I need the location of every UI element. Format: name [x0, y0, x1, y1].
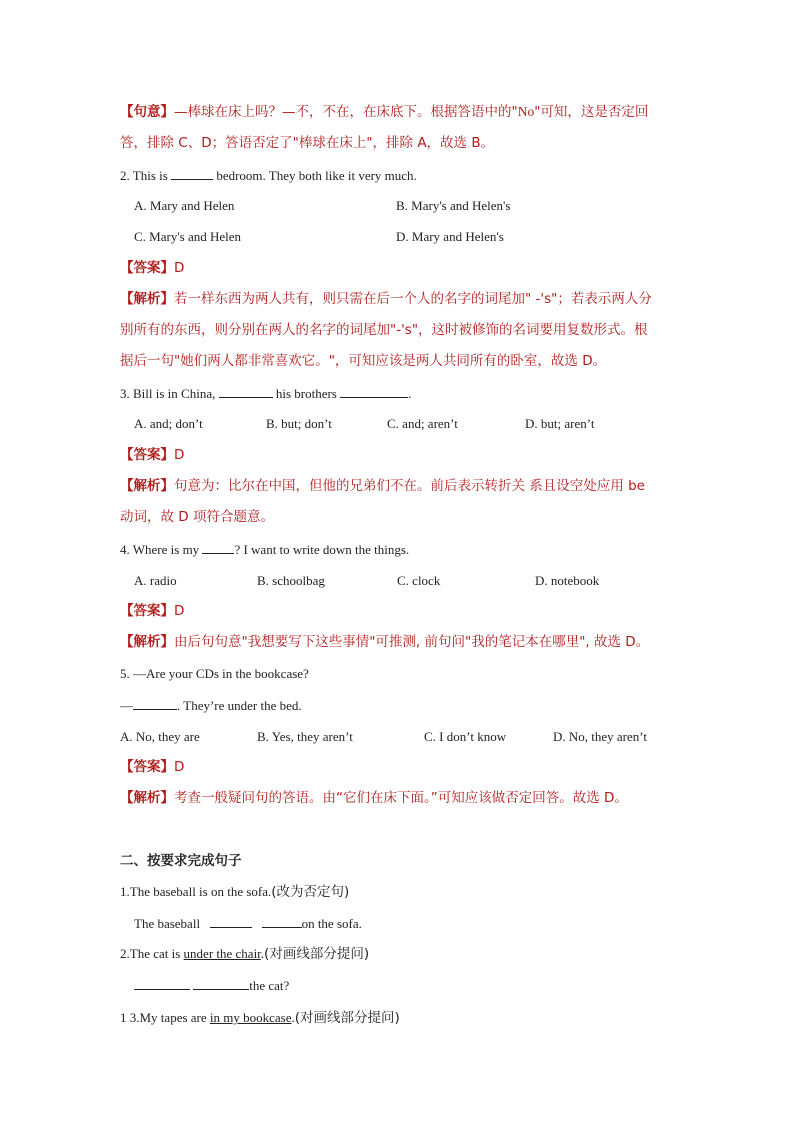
question-4: 4. Where is my ? I want to write down the things.	[120, 542, 410, 557]
option-a: A. Mary and Helen	[134, 198, 235, 213]
question-3-explain-2: 动词，故 D 项符合题意。	[120, 509, 274, 525]
option-d: D. Mary and Helen's	[396, 229, 504, 244]
option-d: D. but; aren’t	[525, 416, 595, 431]
option-b: B. schoolbag	[257, 573, 325, 588]
intro-line-2: 答，排除 C、D；答语否定了"棒球在床上"，排除 A，故选 B。	[120, 135, 495, 151]
option-a: A. and; don’t	[134, 416, 203, 431]
option-b: B. but; don’t	[266, 416, 332, 431]
answer-blank	[210, 914, 252, 928]
question-4-explain-1: 【解析】由后句句意"我想要写下这些事情"可推测, 前句问"我的笔记本在哪里", 故选 D。	[120, 634, 650, 650]
option-c: C. and; aren’t	[387, 416, 458, 431]
answer-blank	[171, 166, 213, 180]
option-c: C. clock	[397, 573, 441, 588]
question-5-answer: 【答案】D	[120, 759, 185, 775]
question-3: 3. Bill is in China, his brothers .	[120, 386, 412, 401]
option-c: C. I don’t know	[424, 729, 507, 744]
answer-blank	[133, 696, 177, 710]
section2-item-1: 1.The baseball is on the sofa.(改为否定句)	[120, 884, 350, 900]
intro-line-1: 【句意】—棒球在床上吗？—不，不在，在床底下。根据答语中的"No"可知，这是否定回	[120, 104, 649, 120]
question-5-explain-1: 【解析】考查一般疑问句的答语。由“它们在床下面。”可知应该做否定回答。故选 D。	[120, 790, 628, 806]
question-3-answer: 【答案】D	[120, 447, 185, 463]
answer-blank	[134, 976, 190, 990]
answer-blank	[340, 384, 408, 398]
question-2-answer: 【答案】D	[120, 260, 185, 276]
question-5-response: — . They’re under the bed.	[120, 698, 302, 713]
question-5: 5. —Are your CDs in the bookcase?	[120, 666, 309, 681]
question-2: 2. This is bedroom. They both like it very much.	[120, 168, 417, 183]
underlined-phrase: under the chair	[183, 946, 261, 961]
section2-item-1-fill: The baseball on the sofa.	[134, 916, 362, 931]
section2-item-2: 2.The cat is under the chair.(对画线部分提问)	[120, 946, 370, 962]
question-2-explain-2: 别所有的东西，则分别在两人的名字的词尾加"-'s"，这时被修饰的名词要用复数形式。根	[120, 322, 648, 338]
option-d: D. notebook	[535, 573, 600, 588]
option-b: B. Mary's and Helen's	[396, 198, 511, 213]
section2-item-3: 1 3.My tapes are in my bookcase.(对画线部分提问)	[120, 1010, 400, 1026]
answer-blank	[262, 914, 302, 928]
answer-blank	[219, 384, 273, 398]
option-b: B. Yes, they aren’t	[257, 729, 353, 744]
question-4-answer: 【答案】D	[120, 603, 185, 619]
option-c: C. Mary's and Helen	[134, 229, 242, 244]
sentence-meaning-label: 【句意】	[120, 104, 174, 120]
option-d: D. No, they aren’t	[553, 729, 647, 744]
option-a: A. No, they are	[120, 729, 200, 744]
answer-blank	[193, 976, 249, 990]
question-2-explain-3: 据后一句"她们两人都非常喜欢它。"，可知应该是两人共同所有的卧室，故选 D。	[120, 353, 607, 369]
question-2-explain-1: 【解析】若一样东西为两人共有，则只需在后一个人的名字的词尾加" -'s"；若表示两人分	[120, 291, 652, 307]
question-3-explain-1: 【解析】句意为：比尔在中国，但他的兄弟们不在。前后表示转折关 系且设空处应用 be	[120, 478, 645, 494]
answer-blank	[202, 540, 234, 554]
section-heading: 二、按要求完成句子	[120, 853, 242, 869]
option-a: A. radio	[134, 573, 177, 588]
underlined-phrase: in my bookcase	[209, 1010, 292, 1025]
section2-item-2-fill: the cat?	[134, 976, 794, 995]
